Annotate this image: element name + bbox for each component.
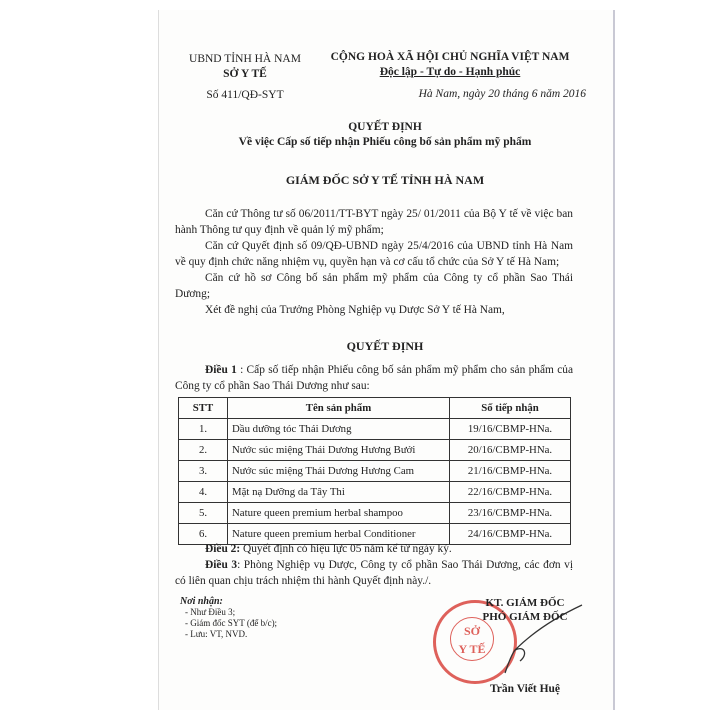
basis-4: Xét đề nghị của Trưởng Phòng Nghiệp vụ Dược Sở Y tế Hà Nam, <box>205 304 505 316</box>
basis-2: Căn cứ Quyết định số 09/QĐ-UBND ngày 25/4/2016 của UBND tỉnh Hà Nam về quy định chức năng nhiệm vụ, quyền hạn và cơ cấu tổ chức của Sở Y tế Hà Nam; <box>175 240 573 268</box>
stamp-text-2: Y TẾ <box>458 642 486 656</box>
place-date: Hà Nam, ngày 20 tháng 6 năm 2016 <box>418 88 586 100</box>
cell-product: Mặt nạ Dưỡng da Tây Thi <box>228 482 450 503</box>
header-product: Tên sản phẩm <box>228 398 450 419</box>
document-subject: Về việc Cấp số tiếp nhận Phiếu công bố sản phẩm mỹ phẩm <box>238 136 532 148</box>
table-row <box>179 503 571 524</box>
cell-stt: 2. <box>179 440 228 461</box>
cell-stt: 4. <box>179 482 228 503</box>
table-row <box>179 482 571 503</box>
articles-2-3 <box>175 541 573 589</box>
basis-1: Căn cứ Thông tư số 06/2011/TT-BYT ngày 25/ 01/2011 của Bộ Y tế về việc ban hành Thông tư quy định về quản lý mỹ phẩm; <box>175 208 573 236</box>
header-right <box>300 50 600 102</box>
authority: GIÁM ĐỐC SỞ Y TẾ TỈNH HÀ NAM <box>285 173 485 187</box>
cell-number: 24/16/CBMP-HNa. <box>450 524 571 545</box>
table-header-row <box>179 398 571 419</box>
cell-stt: 3. <box>179 461 228 482</box>
article-2-text: Quyết định có hiệu lực 05 năm kể từ ngày ký. <box>240 543 452 555</box>
cell-number: 19/16/CBMP-HNa. <box>450 419 571 440</box>
document-number: Số 411/QĐ-SYT <box>206 89 284 101</box>
recipient-3: - Lưu: VT, NVD. <box>185 629 248 639</box>
recipient-2: - Giám đốc SYT (để b/c); <box>185 618 278 628</box>
basis-3: Căn cứ hồ sơ Công bố sản phẩm mỹ phẩm của Công ty cổ phần Sao Thái Dương; <box>175 272 573 300</box>
header-number: Số tiếp nhận <box>450 398 571 419</box>
article-3-text: : Phòng Nghiệp vụ Dược, Công ty cổ phần Sao Thái Dương, các đơn vị có liên quan chịu trách nhiệm thi hành Quyết định này./. <box>175 559 573 587</box>
header-left <box>170 52 320 103</box>
decision-heading: QUYẾT ĐỊNH <box>346 339 424 353</box>
recipient-1: - Như Điều 3; <box>185 607 236 617</box>
signer-title-1: KT. GIÁM ĐỐC <box>485 597 565 609</box>
article-1-label: Điều 1 <box>205 364 237 376</box>
recipients <box>180 596 330 640</box>
table-row <box>179 419 571 440</box>
cell-number: 20/16/CBMP-HNa. <box>450 440 571 461</box>
table-row <box>179 461 571 482</box>
motto: Độc lập - Tự do - Hạnh phúc <box>379 66 521 78</box>
document-title: QUYẾT ĐỊNH <box>348 121 422 133</box>
stamp-text-1: SỞ <box>463 624 480 638</box>
country-name: CỘNG HOÀ XÃ HỘI CHỦ NGHĨA VIỆT NAM <box>330 51 570 63</box>
legal-bases <box>175 206 573 318</box>
cell-product: Nước súc miệng Thái Dương Hương Cam <box>228 461 450 482</box>
article-1-text: : Cấp số tiếp nhận Phiếu công bố sản phẩm mỹ phẩm cho sản phẩm của Công ty cổ phần Sao Thái Dương như sau: <box>175 364 574 392</box>
signature-block <box>460 596 590 624</box>
signer-name: Trần Viết Huệ <box>489 683 561 695</box>
article-3-label: Điều 3 <box>205 559 238 571</box>
product-table <box>178 397 571 545</box>
article-2-label: Điều 2: <box>205 543 241 555</box>
department-name: SỞ Y TẾ <box>223 68 267 80</box>
cell-number: 23/16/CBMP-HNa. <box>450 503 571 524</box>
title-block <box>160 120 610 150</box>
signer-title-2: PHÓ GIÁM ĐỐC <box>482 611 568 623</box>
cell-product: Dầu dưỡng tóc Thái Dương <box>228 419 450 440</box>
article-1 <box>175 362 573 394</box>
recipients-label: Nơi nhận: <box>180 596 223 607</box>
agency-name: UBND TỈNH HÀ NAM <box>189 53 301 65</box>
header-stt: STT <box>179 398 228 419</box>
cell-stt: 6. <box>179 524 228 545</box>
cell-number: 22/16/CBMP-HNa. <box>450 482 571 503</box>
cell-product: Nước súc miệng Thái Dương Hương Bưởi <box>228 440 450 461</box>
cell-number: 21/16/CBMP-HNa. <box>450 461 571 482</box>
cell-stt: 1. <box>179 419 228 440</box>
cell-stt: 5. <box>179 503 228 524</box>
cell-product: Nature queen premium herbal shampoo <box>228 503 450 524</box>
cell-product: Nature queen premium herbal Conditioner <box>228 524 450 545</box>
table-row <box>179 440 571 461</box>
